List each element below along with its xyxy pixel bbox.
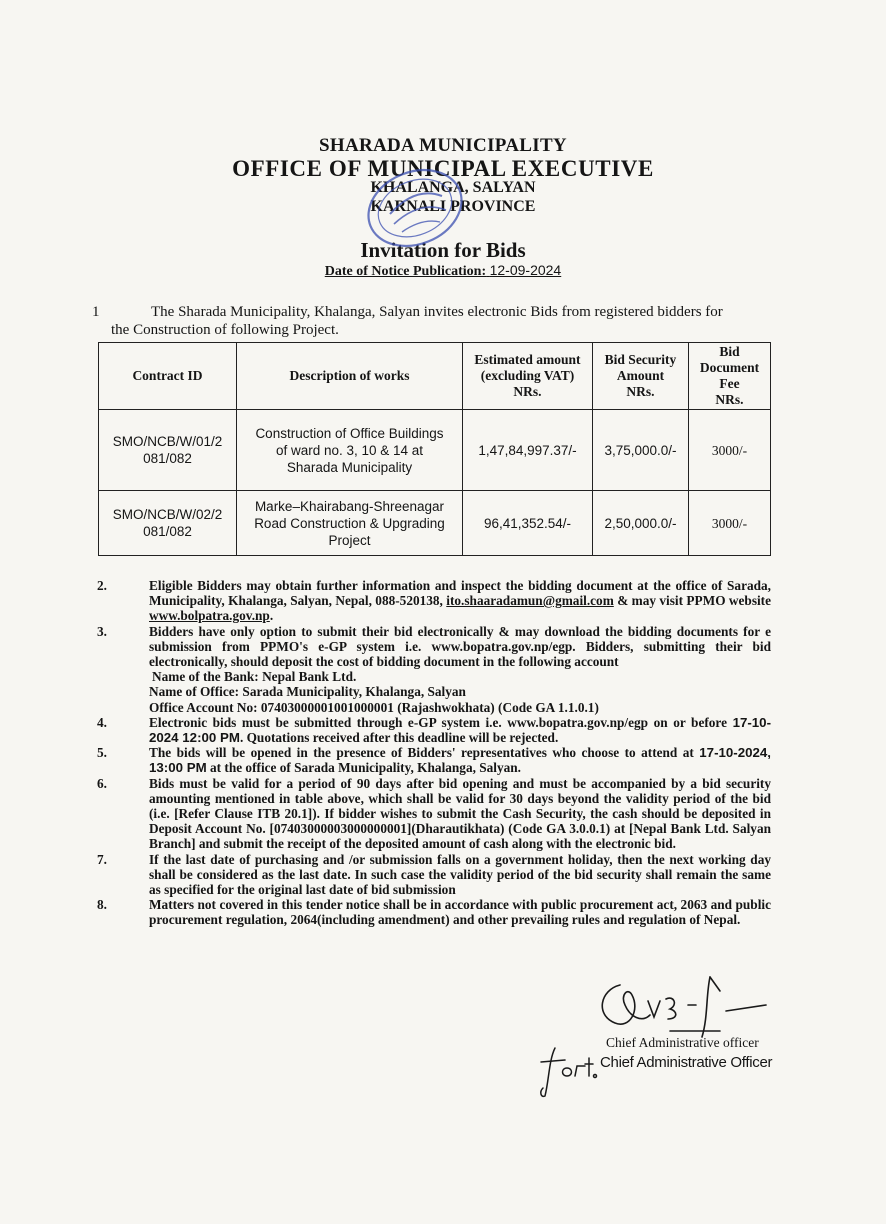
notice-item-6 (0, 776, 886, 852)
notice-item-2 (0, 578, 886, 624)
bank-label: Name of the Bank: (152, 669, 259, 685)
header-bid-security (593, 343, 689, 410)
header-estimate-l1: Estimated amount (474, 352, 581, 367)
submission-deadline: 17-10-2024 12:00 PM (149, 714, 771, 746)
item-5-text-b: at the office of Sarada Municipality, Khalanga, Salyan. (209, 760, 522, 776)
contract-id-line-1: SMO/NCB/W/02/2 (112, 507, 223, 522)
municipality-name: SHARADA MUNICIPALITY (319, 135, 567, 156)
office-name: OFFICE OF MUNICIPAL EXECUTIVE (232, 156, 654, 181)
notice-item-4 (0, 715, 886, 745)
publication-date-label: Date of Notice Publication: (324, 264, 487, 279)
header-contract-id: Contract ID (99, 343, 237, 410)
description-cell (237, 410, 463, 491)
description-line-2: Road Construction & Upgrading (254, 515, 445, 531)
contract-id-line-1: SMO/NCB/W/01/2 (112, 434, 223, 449)
notice-item-8 (0, 897, 886, 927)
fee-cell: 3000/- (689, 491, 771, 556)
intro-text-line-2: the Construction of following Project. (111, 322, 339, 338)
account-label: Office Account No: (149, 699, 258, 715)
item-text (149, 745, 771, 775)
header-fee-l3: Fee (719, 376, 740, 391)
header-description: Description of works (237, 343, 463, 410)
item-6-text-a: Bids must be valid for a period of 90 days after bid opening and must be accompanied by a bid security amounting mentioned in table above, which shall be valid for 30 days beyond the validity period of the bid (i.e. [Refer Clause ITB 20.1]). If bidder wishes to submit the Cash Security, the cash should be deposited in Deposit Account No. (149, 775, 771, 837)
table-header-row (99, 343, 771, 410)
security-cell: 2,50,000.0/- (593, 491, 689, 556)
item-6-text-b: at (614, 821, 626, 837)
item-3-text: Bidders have only option to submit their bid electronically & may download the bidding documents for e submission from PPMO's e-GP system i.e. www.bopatra.gov.np/egp. Bidders, submitting their bid electronically, should deposit the cost of bidding document in the following account (149, 623, 771, 670)
description-line-3: Sharada Municipality (286, 459, 413, 475)
header-security-l3: NRs. (626, 384, 655, 399)
address-line-1: KHALANGA, SALYAN (370, 179, 536, 196)
account-line (149, 700, 771, 715)
contract-id-line-2: 081/082 (143, 524, 192, 539)
item-4-text-a: Electronic bids must be submitted through e-GP system i.e. www.bopatra.gov.np/egp on or before (149, 714, 727, 730)
item-text (149, 776, 771, 852)
item-2-text-b: & may visit PPMO website (617, 593, 772, 609)
office-stamp-icon (360, 166, 470, 250)
header-estimated-amount (463, 343, 593, 410)
security-cell: 3,75,000.0/- (593, 410, 689, 491)
deposit-account: [07403000003000000001](Dharautikhata) (Code GA 3.0.0.1) (269, 821, 611, 837)
estimate-cell: 1,47,84,997.37/- (463, 410, 593, 491)
contract-id-line-2: 081/082 (143, 451, 192, 466)
item-number: 4. (97, 714, 107, 730)
item-number: 2. (97, 578, 107, 593)
header-security-l1: Bid Security (604, 352, 677, 367)
table-row (99, 410, 771, 491)
bank-name-line (152, 669, 771, 684)
item-number: 5. (97, 745, 107, 761)
description-line-1: Construction of Office Buildings (255, 425, 444, 441)
estimate-cell: 96,41,352.54/- (463, 491, 593, 556)
email-link[interactable]: ito.shaaradamun@gmail.com (446, 593, 614, 609)
item-5-text-a: The bids will be opened in the presence of Bidders' representatives who choose to attend at (149, 745, 694, 761)
header-fee-l2: Document (699, 360, 760, 375)
item-text (149, 624, 771, 715)
item-2-text-a: Eligible Bidders may obtain further information and inspect the bidding document at the office of Sarada, Municipality, Khalanga, Salyan, Nepal, 088-520138, (149, 578, 771, 609)
item-2-text-c: . (269, 608, 274, 624)
notice-title: Invitation for Bids (360, 238, 526, 262)
publication-date (0, 262, 886, 280)
office-name-line (149, 684, 771, 699)
header-fee-l1: Bid (719, 344, 740, 359)
description-line-2: of ward no. 3, 10 & 14 at (275, 442, 424, 458)
account-value: 07403000001001000001 (Rajashwokhata) (Code GA 1.1.0.1) (260, 699, 599, 715)
notice-item-3 (0, 624, 886, 715)
header-security-l2: Amount (616, 368, 665, 383)
item-text (149, 715, 771, 745)
header-estimate-l2: (excluding VAT) (480, 368, 575, 383)
description-line-3: Project (328, 532, 371, 548)
item-text: Matters not covered in this tender notice shall be in accordance with public procurement act, 2063 and public procurement regulation, 2064(including amendment) and other prevailing rules and regulation of Nepal. (149, 897, 771, 928)
fee-cell: 3000/- (689, 410, 771, 491)
item-4-text-b: . Quotations received after this deadline will be rejected. (239, 730, 559, 746)
signatory-title-handwritten: Chief Administrative officer (606, 1035, 759, 1050)
address-line-2: KARNALI PROVINCE (370, 198, 536, 215)
notice-item-7 (0, 852, 886, 898)
contracts-table (98, 342, 771, 556)
item-number: 6. (97, 775, 107, 791)
header-estimate-l3: NRs. (513, 384, 542, 399)
contract-id-cell (99, 491, 237, 556)
item-text (149, 578, 771, 624)
website-link[interactable]: www.bolpatra.gov.np (149, 608, 270, 624)
notice-items (0, 578, 886, 928)
item-number: 8. (97, 897, 107, 913)
bank-value: Nepal Bank Ltd. (262, 669, 357, 685)
header-document-fee (689, 343, 771, 410)
item-number: 3. (97, 623, 107, 639)
description-line-1: Marke–Khairabang-Shreenagar (254, 498, 445, 514)
deposit-bank: [Nepal Bank Ltd. Salyan Branch] (149, 821, 771, 852)
intro-number: 1 (92, 304, 100, 320)
item-text: If the last date of purchasing and /or submission falls on a government holiday, then the next working day shall be considered as the last date. In such case the validity period of the bid security shall remain the same as specified for the original last date of bid submission (149, 851, 771, 898)
publication-date-value: 12-09-2024 (489, 262, 562, 278)
office-value: Sarada Municipality, Khalanga, Salyan (242, 684, 466, 700)
description-cell (237, 491, 463, 556)
notice-item-5 (0, 745, 886, 775)
opening-datetime: 17-10-2024, 13:00 PM (149, 745, 771, 776)
contract-id-cell (99, 410, 237, 491)
signatory-title: Chief Administrative Officer (600, 1054, 773, 1071)
for-handwritten-mark-icon (535, 1040, 600, 1100)
header-fee-l4: NRs. (715, 392, 744, 407)
item-number: 7. (97, 851, 107, 867)
intro-text-line-1: The Sharada Municipality, Khalanga, Salyan invites electronic Bids from registered bidders for (151, 304, 723, 320)
table-row (99, 491, 771, 556)
item-6-text-c: and submit the receipt of the deposited amount of cash along with the electronic bid. (198, 836, 676, 852)
office-label: Name of Office: (149, 684, 240, 700)
